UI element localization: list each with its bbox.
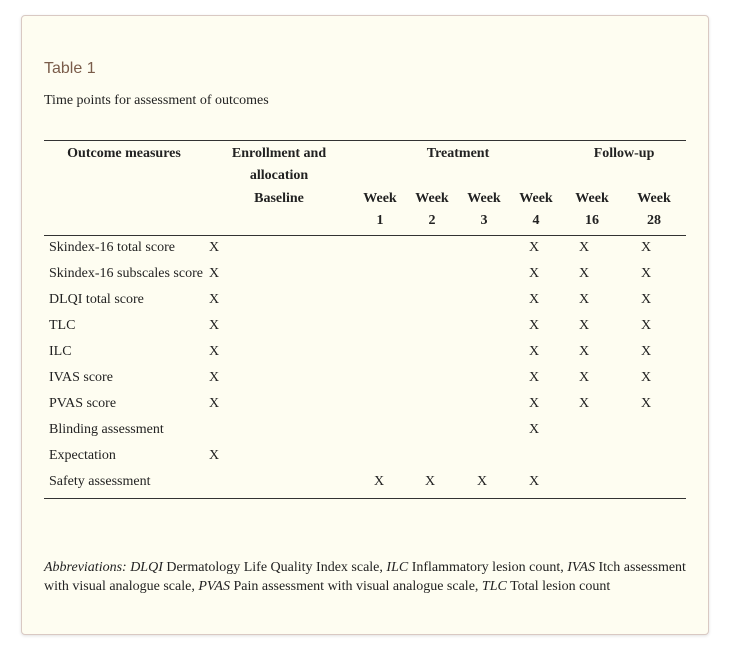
timepoint-cell: X: [529, 396, 540, 411]
timepoint-cell: X: [529, 344, 540, 359]
timepoint-cell: [354, 235, 406, 261]
table-row: [44, 365, 686, 391]
timepoint-cell: X: [529, 318, 540, 333]
timepoint-cell: [354, 313, 406, 339]
abbreviation-definition: Total lesion count: [510, 579, 611, 594]
timepoint-cell: X: [641, 370, 652, 385]
outcome-measure-cell: IVAS score: [49, 370, 113, 385]
table-caption: Time points for assessment of outcomes: [44, 93, 269, 108]
timepoint-cell: X: [209, 292, 220, 307]
abbreviation-definition: Itch assessment with visual analogue scale,: [44, 560, 686, 594]
bottom-rule: [44, 498, 686, 499]
table-row: [44, 339, 686, 365]
timepoint-cell: [354, 365, 406, 391]
table-label: Table 1: [44, 60, 96, 77]
timepoint-cell: X: [374, 474, 385, 489]
timepoint-cell: X: [579, 318, 590, 333]
timepoint-cell: X: [529, 266, 540, 281]
timepoint-cell: [204, 469, 354, 497]
timepoint-cell: [354, 391, 406, 417]
timepoint-cell: [406, 339, 458, 365]
timepoint-cell: [406, 313, 458, 339]
timepoint-cell: X: [209, 448, 220, 463]
timepoint-cell: [622, 443, 686, 469]
outcome-measure-cell: Safety assessment: [49, 474, 151, 489]
timepoint-cell: [458, 235, 510, 261]
timepoint-cell: [458, 365, 510, 391]
timepoint-cell: [562, 443, 622, 469]
timepoint-cell: [406, 235, 458, 261]
timepoint-cell: X: [579, 396, 590, 411]
timepoint-cell: [458, 391, 510, 417]
header-week: Week 2: [415, 191, 449, 228]
table-row: [44, 313, 686, 339]
timepoint-cell: X: [641, 344, 652, 359]
table-row: [44, 469, 686, 497]
timepoint-cell: [406, 391, 458, 417]
table-panel: [21, 15, 709, 635]
abbreviation-definition: Pain assessment with visual analogue scale,: [233, 579, 479, 594]
timepoint-cell: X: [579, 370, 590, 385]
timepoint-cell: X: [477, 474, 488, 489]
timepoint-cell: X: [641, 318, 652, 333]
table-row: [44, 235, 686, 261]
header-week: Week 4: [519, 191, 553, 228]
timepoint-cell: [354, 339, 406, 365]
timepoint-cell: [354, 261, 406, 287]
header-enrollment: Enrollment and allocation: [231, 146, 327, 183]
timepoint-cell: [204, 417, 354, 443]
timepoint-cell: [354, 287, 406, 313]
outcomes-table: [44, 140, 686, 497]
outcome-measure-cell: DLQI total score: [49, 292, 144, 307]
header-outcome: Outcome measures: [67, 146, 181, 161]
timepoint-cell: X: [529, 370, 540, 385]
timepoint-cell: [354, 417, 406, 443]
timepoint-cell: X: [209, 318, 220, 333]
timepoint-cell: X: [425, 474, 436, 489]
outcome-measure-cell: Skindex-16 total score: [49, 240, 175, 255]
timepoint-cell: [406, 365, 458, 391]
timepoint-cell: X: [529, 474, 540, 489]
outcome-measure-cell: Blinding assessment: [49, 422, 164, 437]
header-treatment: Treatment: [426, 146, 490, 161]
timepoint-cell: X: [641, 292, 652, 307]
timepoint-cell: [406, 261, 458, 287]
outcome-measure-cell: PVAS score: [49, 396, 117, 411]
table-row: [44, 391, 686, 417]
header-row-timepoints: [44, 187, 686, 235]
header-week: Week 1: [363, 191, 397, 228]
timepoint-cell: X: [529, 292, 540, 307]
timepoint-cell: [458, 261, 510, 287]
timepoint-cell: X: [579, 266, 590, 281]
table-body: [44, 235, 686, 497]
timepoint-cell: X: [209, 396, 220, 411]
timepoint-cell: [406, 417, 458, 443]
timepoint-cell: [562, 469, 622, 497]
timepoint-cell: [458, 339, 510, 365]
timepoint-cell: [458, 287, 510, 313]
header-week: Week 28: [637, 191, 671, 228]
timepoint-cell: X: [641, 266, 652, 281]
header-week: Week 16: [575, 191, 609, 228]
timepoint-cell: X: [641, 240, 652, 255]
timepoint-cell: X: [579, 240, 590, 255]
timepoint-cell: X: [209, 370, 220, 385]
timepoint-cell: X: [209, 344, 220, 359]
timepoint-cell: [622, 417, 686, 443]
table-row: [44, 417, 686, 443]
abbreviation-term: ILC: [386, 560, 409, 575]
timepoint-cell: X: [529, 240, 540, 255]
abbreviation-definition: Inflammatory lesion count,: [411, 560, 564, 575]
timepoint-cell: X: [579, 344, 590, 359]
timepoint-cell: X: [209, 266, 220, 281]
outcome-measure-cell: Expectation: [49, 448, 116, 463]
timepoint-cell: [510, 443, 562, 469]
timepoint-cell: [458, 313, 510, 339]
timepoint-cell: X: [641, 396, 652, 411]
abbreviation-term: DLQI: [130, 560, 163, 575]
header-followup: Follow-up: [593, 146, 655, 161]
abbreviations-lead: Abbreviations:: [44, 560, 127, 575]
header-rule: [44, 235, 686, 236]
timepoint-cell: X: [529, 422, 540, 437]
header-row-groups: [44, 140, 686, 187]
abbreviation-term: IVAS: [567, 560, 595, 575]
header-week: Week 3: [467, 191, 501, 228]
timepoint-cell: [562, 417, 622, 443]
timepoint-cell: X: [209, 240, 220, 255]
table-row: [44, 261, 686, 287]
timepoint-cell: [406, 443, 458, 469]
timepoint-cell: X: [579, 292, 590, 307]
outcome-measure-cell: TLC: [49, 318, 76, 333]
table-row: [44, 443, 686, 469]
abbreviations-note: [44, 558, 689, 596]
timepoint-cell: [622, 469, 686, 497]
timepoint-cell: [458, 417, 510, 443]
timepoint-cell: [406, 287, 458, 313]
abbreviation-term: TLC: [481, 579, 507, 594]
outcome-measure-cell: ILC: [49, 344, 72, 359]
timepoint-cell: [458, 443, 510, 469]
outcome-measure-cell: Skindex-16 subscales score: [49, 266, 203, 281]
abbreviation-term: PVAS: [198, 579, 230, 594]
header-baseline: Baseline: [254, 191, 304, 206]
table-row: [44, 287, 686, 313]
timepoint-cell: [354, 443, 406, 469]
abbreviation-definition: Dermatology Life Quality Index scale,: [166, 560, 383, 575]
